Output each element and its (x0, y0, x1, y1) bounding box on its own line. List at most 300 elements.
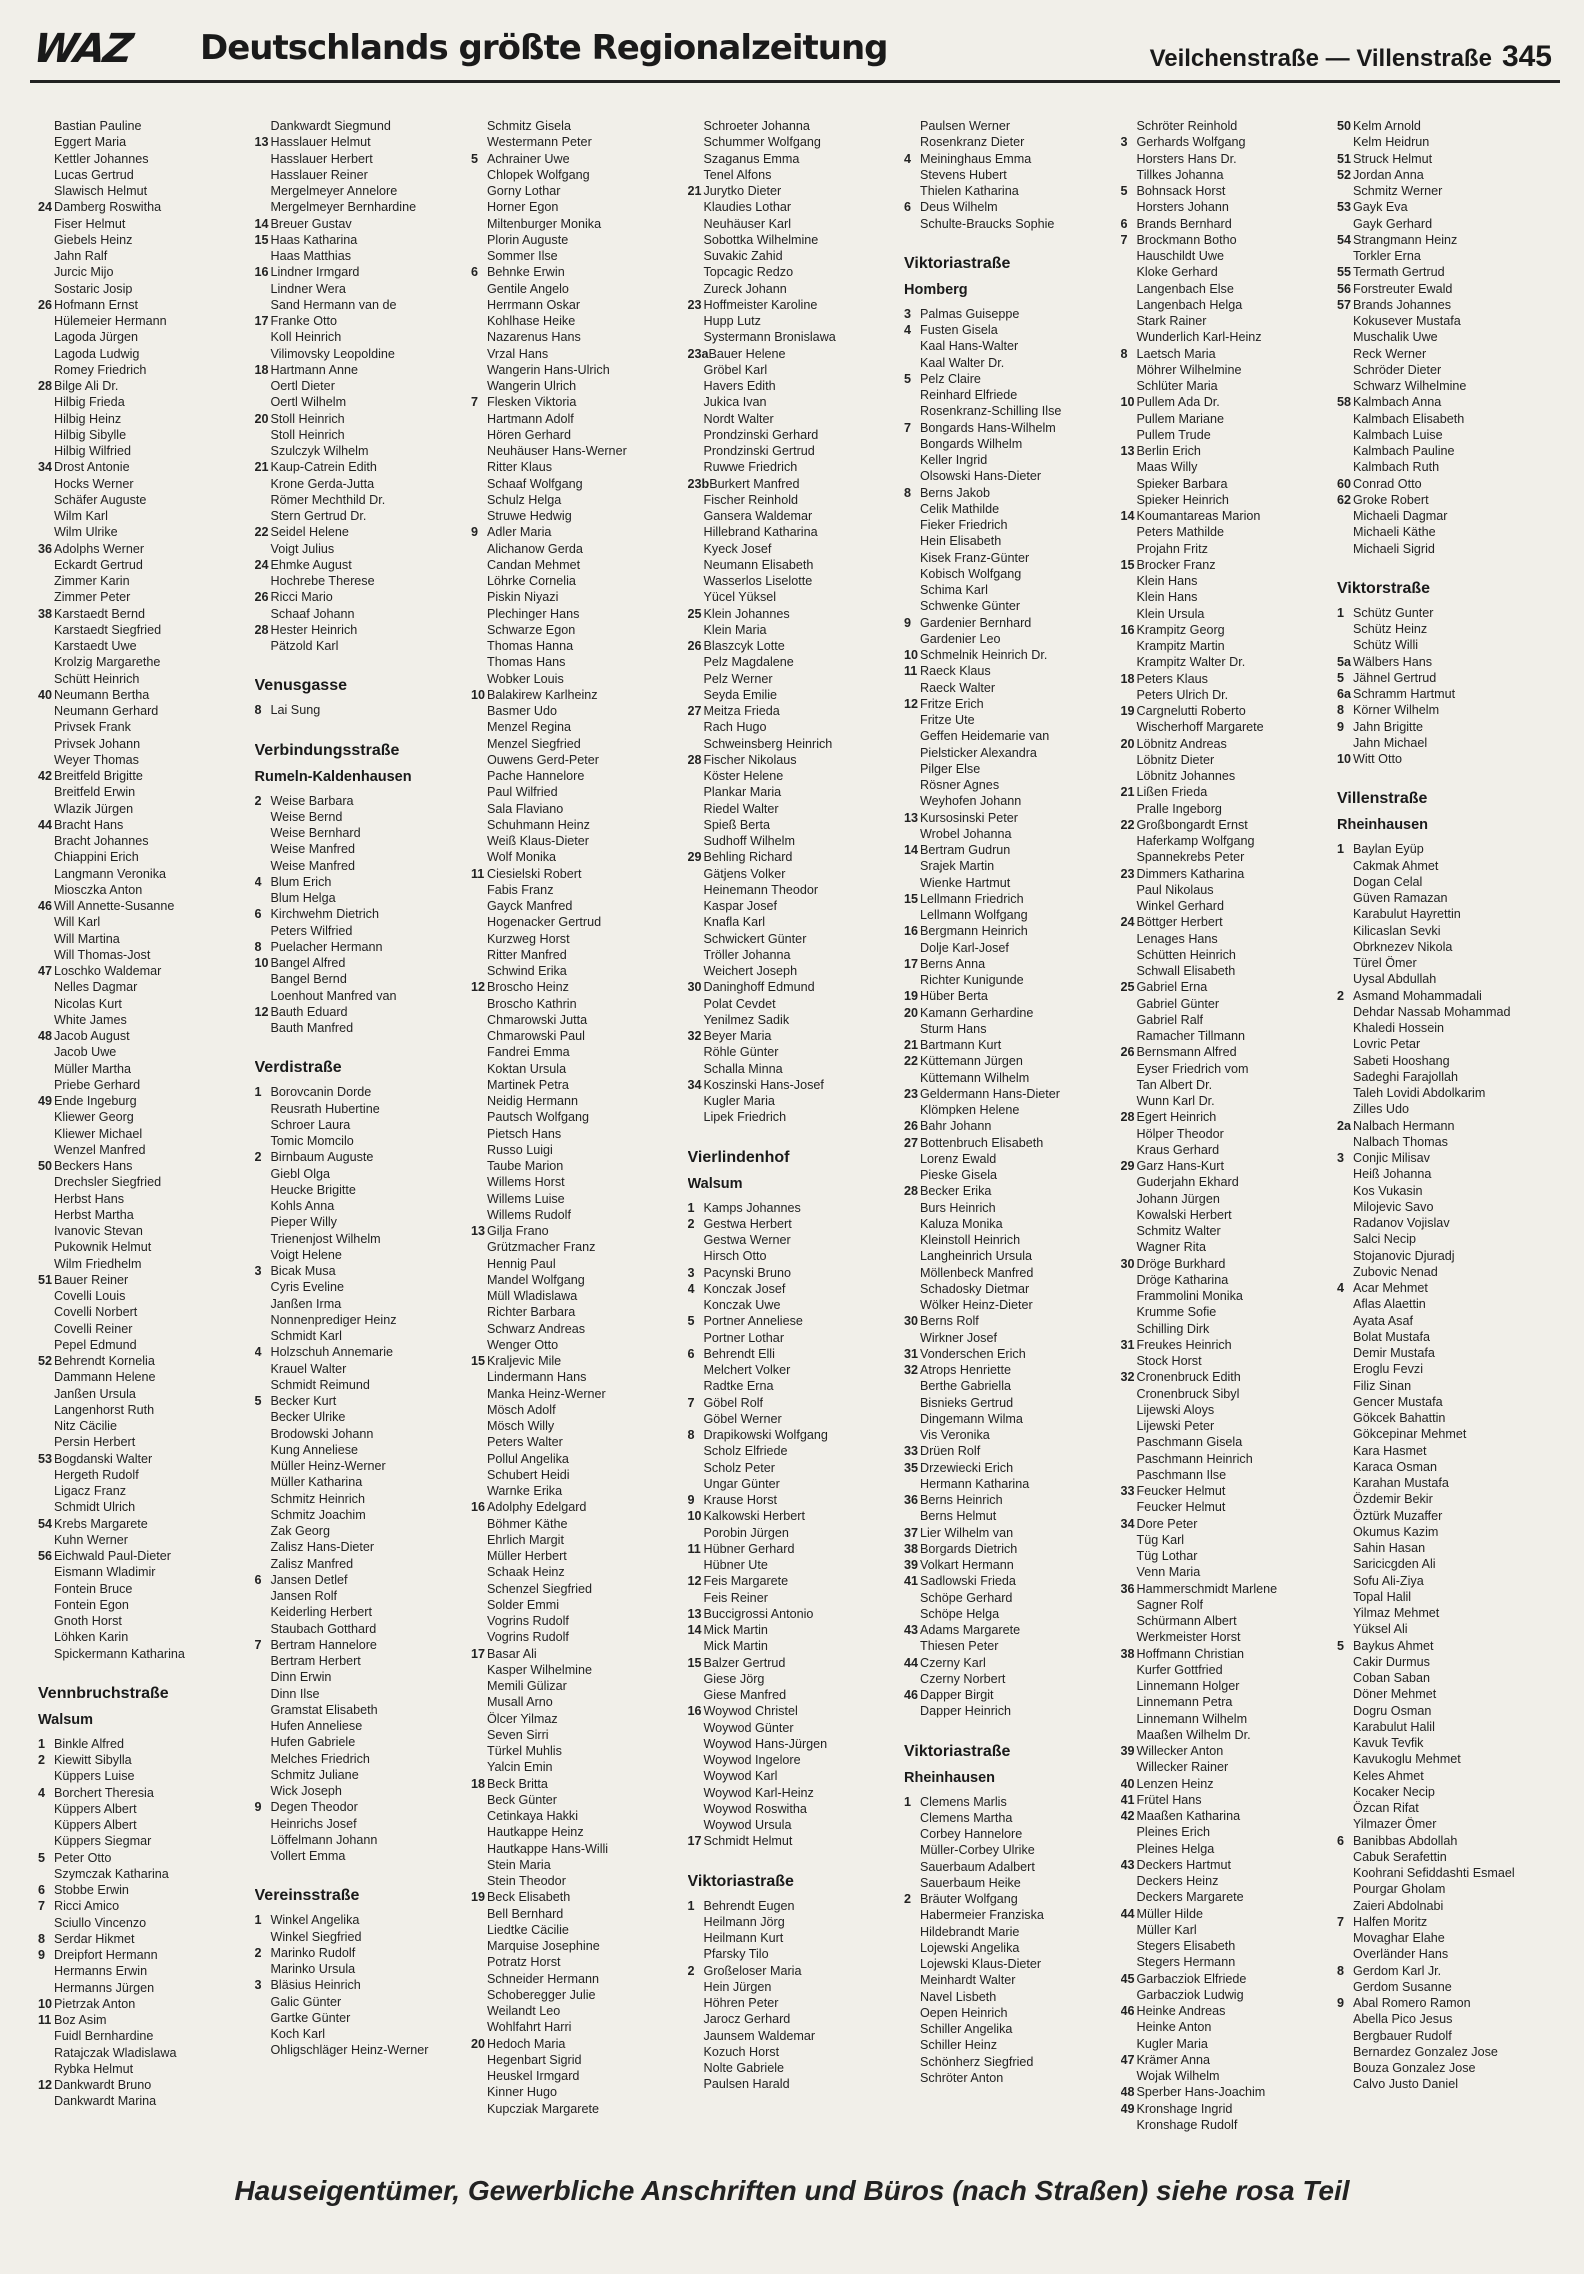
resident-name: Staubach Gotthard (270, 1621, 377, 1636)
resident-entry (1337, 1751, 1554, 1767)
resident-name: Michaeli Dagmar (1353, 509, 1448, 523)
resident-name: Kliewer Michael (54, 1126, 143, 1141)
resident-name: Cronenbruck Sibyl (1136, 1386, 1240, 1401)
resident-entry (1337, 1946, 1554, 1962)
house-number: 7 (687, 1395, 695, 1410)
resident-entry (1337, 1849, 1554, 1865)
resident-entry (688, 1216, 905, 1232)
street-heading: Vereinsstraße (254, 1887, 360, 1905)
resident-entry (471, 1321, 688, 1337)
resident-entry (38, 963, 255, 979)
resident-name: Projahn Fritz (1136, 541, 1208, 556)
resident-entry (255, 793, 472, 809)
resident-name: Schaaf Wolfgang (487, 476, 583, 491)
resident-name: Burs Heinrich (920, 1200, 996, 1215)
resident-entry (38, 2093, 255, 2109)
house-number: 50 (1337, 119, 1352, 133)
resident-name: Miltenburger Monika (487, 216, 602, 231)
resident-entry (904, 2054, 1121, 2070)
resident-entry (1121, 784, 1338, 800)
resident-name: Lißen Frieda (1136, 785, 1208, 800)
resident-entry (38, 1012, 255, 1028)
resident-name: Hübner Gerhard (703, 1541, 795, 1556)
house-number: 5 (687, 1314, 695, 1329)
resident-name: Westermann Peter (487, 135, 592, 150)
house-number: 11 (471, 866, 485, 881)
resident-entry (255, 1231, 472, 1247)
house-number: 45 (1120, 1971, 1135, 1986)
resident-name: Schäfer Auguste (54, 492, 147, 507)
resident-entry (688, 963, 905, 979)
resident-entry (255, 923, 472, 939)
house-number: 1 (687, 1898, 695, 1913)
house-number: 24 (38, 200, 53, 215)
resident-entry (1121, 1321, 1338, 1337)
resident-name: Oertl Wilhelm (270, 395, 347, 410)
resident-name: Obrknezev Nikola (1353, 939, 1453, 954)
house-number: 4 (1337, 1281, 1345, 1295)
resident-name: Tröller Johanna (703, 947, 791, 962)
resident-entry (255, 1117, 472, 1133)
resident-entry (688, 1979, 905, 1995)
resident-entry (38, 687, 255, 703)
resident-name: Kiewitt Sibylla (54, 1753, 132, 1767)
resident-entry (688, 1508, 905, 1524)
resident-entry (255, 1848, 472, 1864)
resident-name: Nordt Walter (703, 411, 774, 426)
resident-name: Löbnitz Andreas (1136, 736, 1227, 751)
resident-name: Hermann Katharina (920, 1476, 1030, 1491)
resident-entry (688, 671, 905, 687)
resident-name: Sand Hermann van de (270, 297, 397, 312)
resident-entry (1121, 979, 1338, 995)
resident-entry (471, 736, 688, 752)
resident-name: Pepel Edmund (54, 1337, 137, 1352)
resident-entry (255, 2026, 472, 2042)
resident-entry (255, 476, 472, 492)
resident-entry (471, 1711, 688, 1727)
resident-name: Stojanovic Djuradj (1353, 1248, 1455, 1263)
resident-name: Koll Heinrich (270, 330, 342, 345)
house-number: 36 (1120, 1581, 1135, 1596)
resident-entry (1121, 329, 1338, 345)
resident-name: Bell Bernhard (487, 1906, 564, 1921)
resident-name: Kohlhase Heike (487, 314, 576, 328)
resident-entry (1121, 1126, 1338, 1142)
resident-name: Mösch Willy (487, 1419, 555, 1433)
resident-entry (471, 151, 688, 167)
house-number: 56 (1337, 281, 1352, 296)
resident-entry (1121, 1678, 1338, 1694)
resident-name: Banibbas Abdollah (1353, 1833, 1458, 1848)
resident-name: Deus Wilhelm (920, 200, 998, 215)
resident-name: Spieß Berta (703, 817, 770, 832)
resident-entry (904, 712, 1121, 728)
resident-entry (688, 1443, 905, 1459)
resident-entry (471, 1028, 688, 1044)
resident-entry (471, 768, 688, 784)
resident-entry (38, 1752, 255, 1768)
house-number: 29 (687, 850, 702, 865)
resident-name: Schöpe Gerhard (920, 1590, 1013, 1605)
house-number: 16 (904, 924, 919, 939)
house-number: 26 (1120, 1045, 1135, 1060)
resident-entry (38, 248, 255, 264)
resident-name: Tillkes Johanna (1136, 167, 1224, 182)
resident-entry (471, 849, 688, 865)
resident-entry (904, 1859, 1121, 1875)
resident-name: Johann Jürgen (1136, 1191, 1220, 1206)
resident-entry (38, 1304, 255, 1320)
resident-name: Jaunsem Waldemar (703, 2028, 816, 2043)
resident-entry (688, 1093, 905, 1109)
resident-name: Gansera Waldemar (703, 509, 813, 523)
resident-name: Meininghaus Emma (920, 151, 1032, 166)
house-number: 58 (1337, 395, 1352, 410)
resident-name: Gerhards Wolfgang (1136, 135, 1246, 150)
resident-name: Weise Barbara (270, 793, 354, 808)
resident-entry (471, 1792, 688, 1808)
resident-name: Langenhorst Ruth (54, 1402, 155, 1417)
resident-entry (255, 1426, 472, 1442)
resident-name: Fischer Nikolaus (703, 752, 797, 767)
resident-entry (1121, 817, 1338, 833)
resident-name: Warnke Erika (487, 1484, 563, 1498)
resident-entry (688, 1200, 905, 1216)
resident-entry (688, 1752, 905, 1768)
resident-entry (38, 817, 255, 833)
resident-entry (1121, 1402, 1338, 1418)
house-number: 1 (254, 1913, 262, 1928)
resident-name: Kaal Walter Dr. (920, 355, 1005, 370)
resident-name: Pietrzak Anton (54, 1996, 136, 2011)
resident-entry (471, 1093, 688, 1109)
resident-name: White James (54, 1012, 127, 1027)
resident-name: Horner Egon (487, 200, 559, 215)
resident-name: Möhrer Wilhelmine (1136, 362, 1242, 377)
resident-entry (38, 1467, 255, 1483)
house-number: 41 (904, 1574, 919, 1589)
resident-entry (471, 963, 688, 979)
house-number: 2 (38, 1753, 46, 1767)
resident-entry (255, 1702, 472, 1718)
resident-name: Ayata Asaf (1353, 1313, 1413, 1328)
resident-name: Hilbig Frieda (54, 395, 125, 410)
resident-name: Riedel Walter (703, 801, 779, 816)
district-heading: Walsum (38, 1711, 94, 1728)
house-number: 14 (254, 216, 269, 231)
resident-name: Eggert Maria (54, 135, 127, 150)
resident-entry (471, 1564, 688, 1580)
resident-entry (471, 1808, 688, 1824)
house-number: 2 (904, 1892, 912, 1906)
resident-entry (38, 914, 255, 930)
resident-name: Memili Gülizar (487, 1679, 567, 1693)
house-number: 54 (1337, 232, 1352, 247)
resident-name: Eichwald Paul-Dieter (54, 1549, 171, 1563)
resident-entry (255, 1474, 472, 1490)
resident-entry (1121, 687, 1338, 703)
resident-entry (255, 1361, 472, 1377)
resident-entry (904, 1248, 1121, 1264)
resident-entry (471, 589, 688, 605)
resident-name: Saricicgden Ali (1353, 1557, 1436, 1572)
resident-name: Hermanns Erwin (54, 1964, 148, 1979)
resident-entry (1121, 362, 1338, 378)
house-number: 10 (1337, 752, 1352, 766)
resident-entry (1121, 394, 1338, 410)
resident-name: Berns Anna (920, 956, 986, 971)
house-number: 14 (1120, 509, 1135, 523)
resident-name: Tüg Lothar (1136, 1549, 1198, 1563)
house-number: 31 (1120, 1337, 1135, 1352)
resident-entry (688, 654, 905, 670)
resident-entry (1121, 1158, 1338, 1174)
resident-entry (38, 541, 255, 557)
resident-name: Hocks Werner (54, 476, 134, 491)
house-number: 1 (254, 1085, 262, 1100)
resident-name: Fiser Helmut (54, 216, 126, 231)
resident-entry (1121, 1386, 1338, 1402)
resident-entry (688, 1914, 905, 1930)
resident-entry (255, 1929, 472, 1945)
resident-entry (1337, 1654, 1554, 1670)
resident-entry (255, 313, 472, 329)
resident-name: Ohligschläger Heinz-Werner (270, 2043, 429, 2058)
resident-name: Bolat Mustafa (1353, 1329, 1431, 1344)
resident-name: Brands Johannes (1353, 297, 1452, 312)
resident-name: Fieker Friedrich (920, 518, 1008, 532)
resident-name: Hirsch Otto (703, 1249, 767, 1264)
resident-entry (1337, 541, 1554, 557)
resident-name: Pourgar Gholam (1353, 1882, 1446, 1897)
district-heading: Rheinhausen (1337, 817, 1429, 834)
resident-entry (38, 2077, 255, 2093)
resident-entry (38, 1044, 255, 1060)
street-range-text: Veilchenstraße — Villenstraße (1149, 45, 1492, 72)
resident-name: Lellmann Friedrich (920, 891, 1024, 906)
house-number: 10 (254, 956, 269, 970)
house-number: 18 (1120, 671, 1135, 686)
resident-entry (1121, 443, 1338, 459)
resident-entry (1337, 719, 1554, 735)
resident-entry (38, 1646, 255, 1662)
resident-entry (255, 1491, 472, 1507)
resident-name: Czerny Karl (920, 1655, 986, 1670)
resident-entry (38, 134, 255, 150)
resident-entry (904, 1541, 1121, 1557)
resident-name: Hochrebe Therese (270, 574, 375, 588)
house-number: 14 (687, 1623, 702, 1637)
resident-entry (1337, 183, 1554, 199)
resident-name: Pleines Helga (1136, 1841, 1215, 1856)
house-number: 51 (1337, 151, 1352, 166)
resident-entry (688, 1460, 905, 1476)
resident-entry (255, 1296, 472, 1312)
resident-name: Öztürk Muzaffer (1353, 1508, 1443, 1523)
resident-name: Reinhard Elfriede (920, 388, 1018, 402)
resident-entry (255, 557, 472, 573)
resident-name: Hautkappe Hans-Willi (487, 1841, 609, 1856)
resident-entry (904, 875, 1121, 891)
resident-entry (688, 736, 905, 752)
resident-name: Scholz Elfriede (703, 1444, 788, 1459)
resident-entry (255, 427, 472, 443)
resident-entry (1337, 1768, 1554, 1784)
resident-name: Degen Theodor (270, 1800, 358, 1815)
resident-name: Woywod Karl-Heinz (703, 1785, 814, 1800)
resident-name: Mick Martin (703, 1623, 768, 1637)
resident-name: Zalisz Manfred (270, 1556, 354, 1571)
house-number: 31 (904, 1346, 919, 1361)
resident-name: Piskin Niyazi (487, 590, 559, 605)
resident-entry (1337, 1638, 1554, 1654)
resident-entry (1121, 882, 1338, 898)
resident-name: Reusrath Hubertine (270, 1101, 380, 1116)
house-number: 3 (1120, 135, 1128, 150)
resident-name: Filiz Sinan (1353, 1378, 1412, 1393)
resident-name: Adolphs Werner (54, 541, 145, 556)
resident-entry (1121, 297, 1338, 313)
resident-entry (471, 1906, 688, 1922)
resident-entry (904, 322, 1121, 338)
resident-entry (688, 1638, 905, 1654)
resident-entry (1121, 1223, 1338, 1239)
resident-entry (38, 1866, 255, 1882)
resident-name: Heinke Andreas (1136, 2004, 1226, 2018)
resident-entry (688, 898, 905, 914)
resident-name: Halfen Moritz (1353, 1914, 1428, 1929)
resident-entry (904, 1362, 1121, 1378)
resident-entry (1337, 1621, 1554, 1637)
resident-entry (688, 1946, 905, 1962)
resident-entry (904, 1102, 1121, 1118)
resident-entry (255, 573, 472, 589)
resident-name: Bottenbruch Elisabeth (920, 1135, 1044, 1150)
district-heading: Homberg (904, 281, 968, 298)
resident-name: Maas Willy (1136, 460, 1198, 475)
resident-entry (1121, 557, 1338, 573)
resident-entry (1121, 1451, 1338, 1467)
column-7 (1337, 118, 1554, 2138)
resident-name: Schiller Heinz (920, 2038, 997, 2053)
resident-entry (1337, 1686, 1554, 1702)
resident-name: Slawisch Helmut (54, 184, 148, 198)
resident-name: Pleines Erich (1136, 1825, 1210, 1840)
resident-entry (471, 1239, 688, 1255)
resident-entry (688, 1785, 905, 1801)
resident-entry (255, 1977, 472, 1993)
resident-name: Kavuk Tevfik (1353, 1736, 1424, 1750)
resident-name: Conjic Milisav (1353, 1151, 1430, 1165)
resident-entry (38, 1077, 255, 1093)
resident-entry (38, 1386, 255, 1402)
resident-name: Bracht Hans (54, 817, 124, 832)
house-number: 57 (1337, 297, 1352, 312)
resident-entry (688, 2076, 905, 2092)
resident-name: Türel Ömer (1353, 956, 1417, 970)
resident-name: Chlopek Wolfgang (487, 167, 590, 182)
resident-entry (904, 777, 1121, 793)
resident-entry (1337, 621, 1554, 637)
resident-name: Woywod Roswitha (703, 1801, 807, 1816)
resident-entry (471, 1841, 688, 1857)
resident-name: Wobker Louis (487, 671, 564, 686)
resident-entry (38, 2028, 255, 2044)
resident-name: Frütel Hans (1136, 1792, 1202, 1807)
resident-entry (38, 1402, 255, 1418)
house-number: 47 (1120, 2052, 1135, 2067)
resident-entry (1337, 508, 1554, 524)
resident-entry (904, 940, 1121, 956)
resident-entry (1337, 2060, 1554, 2076)
resident-name: Schulte-Braucks Sophie (920, 216, 1055, 231)
resident-entry (1337, 1248, 1554, 1264)
resident-entry (1121, 167, 1338, 183)
resident-entry (904, 2005, 1121, 2021)
resident-entry (255, 2042, 472, 2058)
resident-name: Lipek Friedrich (703, 1110, 787, 1125)
resident-entry (255, 606, 472, 622)
resident-entry (471, 557, 688, 573)
house-number: 12 (254, 1004, 269, 1019)
resident-name: Lellmann Wolfgang (920, 908, 1028, 922)
resident-entry (471, 1451, 688, 1467)
resident-name: Klein Ursula (1136, 606, 1205, 621)
house-number: 17 (254, 314, 269, 328)
resident-name: Bertram Gudrun (920, 843, 1011, 857)
resident-name: Pacynski Bruno (703, 1265, 791, 1280)
resident-name: Olsowski Hans-Dieter (920, 469, 1042, 484)
resident-name: Wick Joseph (270, 1784, 342, 1798)
resident-entry (1121, 914, 1338, 930)
house-number: 49 (38, 1094, 53, 1108)
resident-name: Hufen Gabriele (270, 1735, 356, 1750)
resident-name: Dammann Helene (54, 1370, 156, 1385)
resident-entry (38, 1817, 255, 1833)
resident-name: Stark Rainer (1136, 314, 1207, 328)
resident-name: Broscho Kathrin (487, 996, 577, 1011)
resident-entry (1337, 1134, 1554, 1150)
resident-name: Mergelmeyer Annelore (270, 184, 398, 198)
resident-entry (1121, 849, 1338, 865)
resident-name: Herbst Hans (54, 1191, 124, 1206)
resident-entry (1121, 1142, 1338, 1158)
house-number: 1 (1337, 605, 1345, 620)
resident-entry (1337, 1719, 1554, 1735)
resident-name: Koumantareas Marion (1136, 509, 1261, 523)
resident-name: Alichanow Gerda (487, 541, 583, 556)
resident-name: Schiller Angelika (920, 2022, 1013, 2036)
resident-name: Krampitz Georg (1136, 622, 1225, 637)
resident-name: Gökcek Bahattin (1353, 1411, 1446, 1425)
resident-entry (1337, 1508, 1554, 1524)
resident-name: Paul Wilfried (487, 785, 558, 800)
house-number: 26 (254, 590, 269, 605)
house-number: 49 (1120, 2101, 1135, 2116)
resident-name: Volkart Hermann (920, 1558, 1014, 1572)
resident-name: Struwe Hedwig (487, 509, 572, 523)
house-number: 30 (904, 1314, 919, 1329)
resident-entry (471, 1516, 688, 1532)
resident-entry (255, 971, 472, 987)
house-number: 2 (1337, 988, 1345, 1003)
resident-name: Feucker Helmut (1136, 1484, 1226, 1498)
resident-entry (255, 118, 472, 134)
column-2 (255, 118, 472, 2138)
resident-entry (471, 167, 688, 183)
resident-name: Vilimovsky Leopoldine (270, 346, 395, 361)
